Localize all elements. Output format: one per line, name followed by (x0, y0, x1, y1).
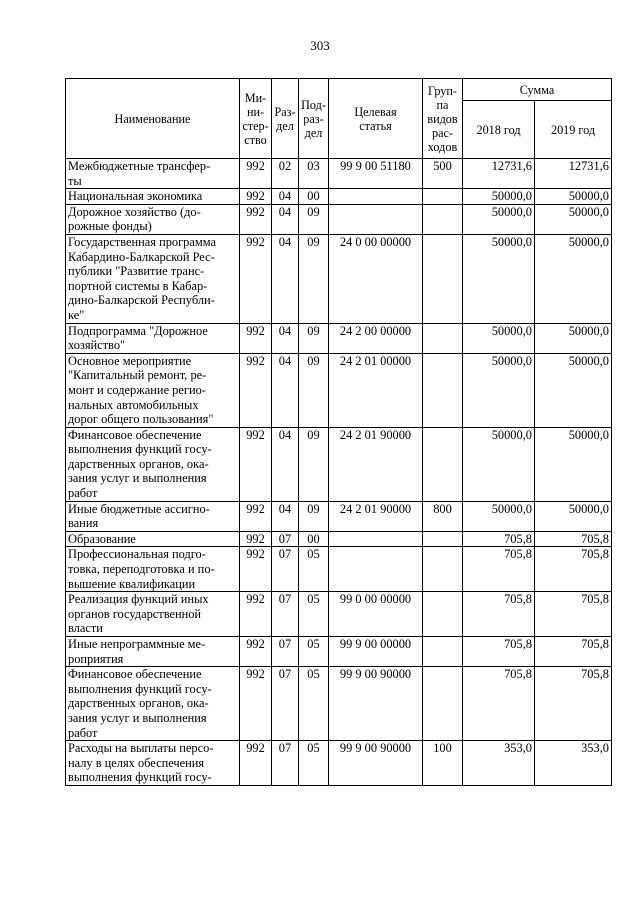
cell-group (423, 204, 463, 234)
cell-name: Иные непрограммные ме- роприятия (66, 637, 240, 667)
table-body (66, 159, 612, 786)
table-row (66, 667, 612, 741)
table-row (66, 637, 612, 667)
cell-name: Реализация функций иных органов государственной власти (66, 592, 240, 637)
cell-section: 04 (272, 189, 299, 205)
cell-group (423, 592, 463, 637)
cell-subsection: 09 (299, 234, 329, 323)
header-name-label: Наименование (114, 111, 191, 126)
cell-subsection: 05 (299, 592, 329, 637)
cell-2019: 705,8 (535, 637, 612, 667)
cell-section: 07 (272, 741, 299, 786)
cell-ministry: 992 (240, 427, 272, 501)
cell-ministry: 992 (240, 667, 272, 741)
cell-2019: 50000,0 (535, 323, 612, 353)
cell-2019: 12731,6 (535, 159, 612, 189)
cell-name: Финансовое обеспечение выполнения функций госу- дарственных органов, ока- зания услуг и выполнения работ (66, 667, 240, 741)
cell-2018: 705,8 (463, 637, 535, 667)
cell-group (423, 547, 463, 592)
cell-target: 24 0 00 00000 (329, 234, 423, 323)
table-row (66, 189, 612, 205)
cell-target: 99 9 00 51180 (329, 159, 423, 189)
cell-target: 99 9 00 00000 (329, 637, 423, 667)
cell-subsection: 05 (299, 741, 329, 786)
cell-ministry: 992 (240, 159, 272, 189)
cell-subsection: 05 (299, 637, 329, 667)
cell-2018: 50000,0 (463, 204, 535, 234)
cell-2019: 50000,0 (535, 353, 612, 427)
cell-ministry: 992 (240, 547, 272, 592)
cell-2019: 50000,0 (535, 234, 612, 323)
cell-2018: 705,8 (463, 667, 535, 741)
table-row (66, 234, 612, 323)
cell-target (329, 531, 423, 547)
cell-name: Иные бюджетные ассигно- вания (66, 501, 240, 531)
header-target-label: Целевая статья (354, 104, 397, 133)
cell-2018: 705,8 (463, 547, 535, 592)
table-row (66, 531, 612, 547)
cell-ministry: 992 (240, 189, 272, 205)
cell-group (423, 353, 463, 427)
cell-name: Государственная программа Кабардино-Балкарской Рес- публики "Развитие транс- портной системы в Кабар- дино-Балкарской Республи- ке" (66, 234, 240, 323)
cell-ministry: 992 (240, 204, 272, 234)
cell-target (329, 189, 423, 205)
cell-target: 24 2 01 90000 (329, 427, 423, 501)
cell-2018: 353,0 (463, 741, 535, 786)
cell-2019: 705,8 (535, 531, 612, 547)
cell-name: Профессиональная подго- товка, переподготовка и по- вышение квалификации (66, 547, 240, 592)
header-name (66, 79, 240, 159)
cell-section: 07 (272, 547, 299, 592)
cell-target: 24 2 00 00000 (329, 323, 423, 353)
cell-name: Подпрограмма "Дорожное хозяйство" (66, 323, 240, 353)
cell-section: 04 (272, 234, 299, 323)
header-year-2019-label: 2019 год (550, 122, 596, 137)
cell-2018: 50000,0 (463, 427, 535, 501)
cell-subsection: 00 (299, 189, 329, 205)
cell-2018: 50000,0 (463, 234, 535, 323)
cell-name: Национальная экономика (66, 189, 240, 205)
cell-2019: 705,8 (535, 667, 612, 741)
cell-ministry: 992 (240, 531, 272, 547)
cell-section: 04 (272, 501, 299, 531)
cell-2019: 705,8 (535, 547, 612, 592)
header-subsection-label: Под- раз- дел (301, 97, 326, 140)
cell-2019: 50000,0 (535, 189, 612, 205)
header-ministry-label: Ми- ни- стер- ство (242, 90, 269, 147)
cell-ministry: 992 (240, 592, 272, 637)
cell-group (423, 667, 463, 741)
header-subsection (299, 79, 329, 159)
table-row (66, 204, 612, 234)
cell-2019: 705,8 (535, 592, 612, 637)
cell-ministry: 992 (240, 637, 272, 667)
cell-group: 100 (423, 741, 463, 786)
cell-target: 99 0 00 00000 (329, 592, 423, 637)
cell-group (423, 323, 463, 353)
cell-2018: 50000,0 (463, 501, 535, 531)
cell-section: 07 (272, 637, 299, 667)
cell-name: Образование (66, 531, 240, 547)
cell-ministry: 992 (240, 323, 272, 353)
table-row (66, 547, 612, 592)
cell-ministry: 992 (240, 741, 272, 786)
cell-section: 04 (272, 427, 299, 501)
cell-2018: 50000,0 (463, 353, 535, 427)
cell-group (423, 189, 463, 205)
cell-2019: 353,0 (535, 741, 612, 786)
cell-2018: 12731,6 (463, 159, 535, 189)
header-year-2018-label: 2018 год (476, 122, 521, 137)
cell-subsection: 05 (299, 667, 329, 741)
header-year-2019 (535, 101, 612, 159)
cell-target: 24 2 01 90000 (329, 501, 423, 531)
cell-subsection: 09 (299, 353, 329, 427)
cell-2018: 50000,0 (463, 323, 535, 353)
header-section-label: Раз- дел (274, 104, 296, 133)
cell-2019: 50000,0 (535, 427, 612, 501)
header-ministry (240, 79, 272, 159)
table-row (66, 427, 612, 501)
cell-group: 800 (423, 501, 463, 531)
cell-section: 04 (272, 353, 299, 427)
cell-section: 07 (272, 667, 299, 741)
cell-subsection: 09 (299, 501, 329, 531)
cell-section: 04 (272, 204, 299, 234)
cell-name: Межбюджетные трансфер- ты (66, 159, 240, 189)
cell-section: 04 (272, 323, 299, 353)
table-row (66, 501, 612, 531)
cell-2019: 50000,0 (535, 501, 612, 531)
table-row (66, 323, 612, 353)
table-row (66, 159, 612, 189)
table-row (66, 592, 612, 637)
cell-group: 500 (423, 159, 463, 189)
page-number: 303 (310, 38, 330, 53)
cell-target (329, 204, 423, 234)
cell-section: 07 (272, 531, 299, 547)
cell-target: 99 9 00 90000 (329, 667, 423, 741)
table-row (66, 741, 612, 786)
table-row (66, 353, 612, 427)
cell-target: 99 9 00 90000 (329, 741, 423, 786)
cell-section: 07 (272, 592, 299, 637)
cell-ministry: 992 (240, 353, 272, 427)
cell-subsection: 09 (299, 323, 329, 353)
cell-target (329, 547, 423, 592)
cell-name: Финансовое обеспечение выполнения функций госу- дарственных органов, ока- зания услуг и выполнения работ (66, 427, 240, 501)
cell-ministry: 992 (240, 501, 272, 531)
cell-name: Основное мероприятие "Капитальный ремонт, ре- монт и содержание регио- нальных автомобильных дорог общего пользования" (66, 353, 240, 427)
cell-group (423, 427, 463, 501)
cell-2018: 705,8 (463, 531, 535, 547)
header-target (329, 79, 423, 159)
cell-subsection: 09 (299, 204, 329, 234)
header-year-2018 (463, 101, 535, 159)
header-sum-label: Сумма (519, 82, 555, 97)
cell-subsection: 05 (299, 547, 329, 592)
cell-group (423, 637, 463, 667)
cell-group (423, 531, 463, 547)
cell-section: 02 (272, 159, 299, 189)
cell-name: Расходы на выплаты персо- налу в целях обеспечения выполнения функций госу- (66, 741, 240, 786)
cell-name: Дорожное хозяйство (до- рожные фонды) (66, 204, 240, 234)
header-section (272, 79, 299, 159)
cell-2018: 50000,0 (463, 189, 535, 205)
cell-2018: 705,8 (463, 592, 535, 637)
header-group (423, 79, 463, 159)
cell-subsection: 09 (299, 427, 329, 501)
budget-table (65, 78, 612, 786)
header-sum (463, 79, 612, 101)
cell-target: 24 2 01 00000 (329, 353, 423, 427)
cell-subsection: 00 (299, 531, 329, 547)
cell-subsection: 03 (299, 159, 329, 189)
cell-group (423, 234, 463, 323)
header-group-label: Груп- па видов рас- ходов (427, 83, 458, 154)
cell-2019: 50000,0 (535, 204, 612, 234)
cell-ministry: 992 (240, 234, 272, 323)
